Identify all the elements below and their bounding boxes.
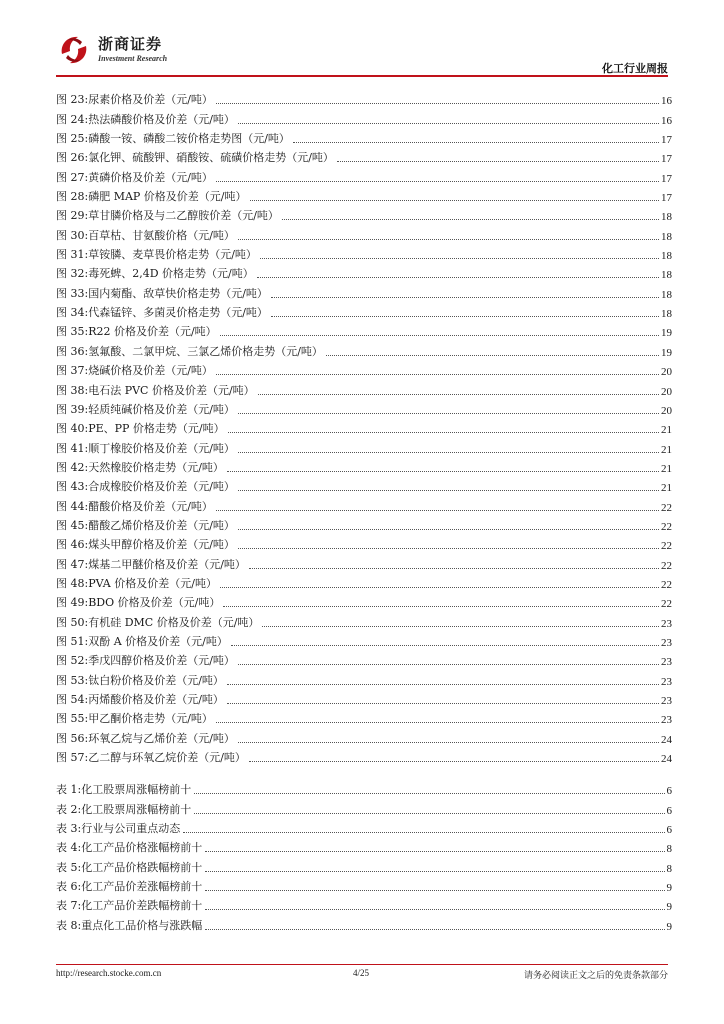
toc-entry-page: 20 (661, 385, 672, 398)
toc-entry-label: 图 33: (56, 286, 89, 300)
dot-leader (238, 528, 659, 530)
toc-entry-title: 化工股票周涨幅榜前十 (81, 802, 192, 816)
toc-entry-page: 16 (661, 114, 672, 127)
toc-entry-label: 表 7: (56, 899, 82, 913)
toc-entry-page: 18 (661, 288, 672, 301)
toc-entry-label: 图 24: (56, 112, 89, 126)
toc-entry-title: PVA 价格及价差（元/吨） (88, 576, 217, 590)
dot-leader (205, 870, 664, 872)
dot-leader (238, 122, 659, 124)
toc-figure-entry[interactable] (56, 610, 672, 629)
toc-entry-label: 图 55: (56, 712, 89, 726)
toc-figure-entry[interactable] (56, 127, 672, 146)
toc-figure-entry[interactable] (56, 165, 672, 184)
toc-entry-label: 图 54: (56, 693, 89, 706)
toc-entry-label: 图 50: (56, 615, 89, 629)
toc-entry-title: PE、PP 价格走势（元/吨） (88, 422, 225, 436)
dot-leader (227, 683, 659, 685)
toc-entry-title: 氢氟酸、二氯甲烷、三氯乙烯价格走势（元/吨） (88, 344, 323, 358)
toc-entry-page: 22 (661, 540, 672, 553)
toc-entry-title: 行业与公司重点动态 (81, 822, 181, 836)
toc-figure-entry[interactable] (56, 591, 672, 610)
dot-leader (238, 412, 659, 414)
toc-entry-label: 图 44: (56, 499, 89, 513)
dot-leader (216, 509, 659, 511)
toc-entry-title: 轻质纯碱价格及价差（元/吨） (88, 402, 235, 416)
toc-figure-entry[interactable] (56, 514, 672, 533)
toc-entry-label: 图 56: (56, 731, 89, 745)
toc-entry-page: 18 (661, 230, 672, 243)
toc-entry-title: 重点化工品价格与涨跌幅 (81, 918, 203, 932)
toc-entry-label: 图 49: (56, 596, 89, 610)
toc-entry-title: BDO 价格及价差（元/吨） (88, 596, 221, 610)
toc-entry-label: 图 40: (56, 422, 89, 436)
dot-leader (227, 470, 659, 472)
toc-figure-entry[interactable] (56, 204, 672, 223)
dot-leader (238, 663, 659, 665)
toc-entry-page: 17 (661, 172, 672, 185)
toc-figure-entry[interactable] (56, 572, 672, 591)
toc-entry-title: 钛白粉价格及价差（元/吨） (88, 673, 224, 687)
toc-entry-label: 图 36: (56, 344, 89, 358)
dot-leader (216, 373, 659, 375)
dot-leader (205, 928, 664, 930)
toc-entry-page: 17 (661, 134, 672, 147)
toc-entry-page: 22 (661, 559, 672, 572)
dot-leader (238, 238, 659, 240)
toc-figure-entry[interactable] (56, 398, 672, 417)
dot-leader (260, 257, 659, 259)
toc-entry-title: 煤基二甲醚价格及价差（元/吨） (88, 557, 246, 571)
toc-entry-page: 20 (661, 404, 672, 417)
footer-url-link[interactable]: http://research.stocke.com.cn (56, 968, 162, 978)
page-number: 4/25 (353, 968, 370, 978)
toc-entry-page: 6 (666, 824, 672, 837)
toc-entry-label: 图 32: (56, 267, 89, 281)
footer-disclaimer: 请务必阅读正文之后的免责条款部分 (523, 971, 668, 981)
toc-figure-entry[interactable] (56, 146, 672, 165)
toc-entry-page: 22 (661, 520, 672, 533)
toc-entry-title: 甲乙酮价格走势（元/吨） (88, 712, 213, 726)
toc-entry-label: 表 1: (56, 783, 82, 797)
toc-entry-title: 百草枯、甘氨酸价格（元/吨） (88, 228, 235, 242)
toc-entry-label: 图 48: (56, 576, 89, 590)
toc-entry-page: 22 (661, 578, 672, 591)
toc-entry-title: 季戊四醇价格及价差（元/吨） (88, 654, 235, 668)
dot-leader (220, 586, 659, 588)
toc-entry-page: 24 (661, 733, 672, 746)
toc-entry-label: 图 45: (56, 518, 89, 532)
toc-entry-page: 17 (661, 192, 672, 205)
toc-entry-page: 22 (661, 501, 672, 514)
toc-entry-page: 23 (661, 636, 672, 649)
section-gap (56, 765, 672, 778)
toc-entry-label: 图 41: (56, 441, 89, 455)
dot-leader (227, 702, 659, 704)
dot-leader (326, 354, 659, 356)
report-type-title: 化工行业周报 (602, 62, 668, 75)
toc-entry-label: 图 51: (56, 634, 89, 648)
toc-entry-label: 表 4: (56, 841, 82, 855)
toc-figure-entry[interactable] (56, 223, 672, 242)
dot-leader (282, 218, 659, 220)
toc-entry-label: 图 28: (56, 190, 89, 204)
toc-entry-title: 合成橡胶价格及价差（元/吨） (88, 480, 235, 494)
toc-entry-title: 国内菊酯、敌草快价格走势（元/吨） (88, 286, 268, 300)
toc-entry-label: 表 2: (56, 802, 82, 816)
toc-entry-title: 天然橡胶价格走势（元/吨） (88, 460, 224, 474)
toc-entry-title: 有机硅 DMC 价格及价差（元/吨） (88, 615, 260, 629)
toc-entry-title: 丙烯酸价格及价差（元/吨） (88, 693, 224, 706)
dot-leader (271, 296, 659, 298)
toc-figure-entry[interactable] (56, 533, 672, 552)
toc-table-entry[interactable] (56, 855, 672, 874)
toc-entry-label: 图 27: (56, 170, 89, 184)
dot-leader (216, 180, 659, 182)
toc-entry-page: 19 (661, 346, 672, 359)
toc-entry-page: 9 (666, 882, 672, 895)
toc-entry-title: 烧碱价格及价差（元/吨） (88, 364, 213, 378)
toc-entry-page: 20 (661, 366, 672, 379)
toc-entry-page: 18 (661, 308, 672, 321)
toc-figure-entry[interactable] (56, 707, 672, 726)
dot-leader (238, 547, 659, 549)
toc-entry-label: 图 38: (56, 383, 89, 397)
dot-leader (223, 605, 659, 607)
toc-entry-label: 图 43: (56, 480, 89, 494)
dot-leader (249, 760, 659, 762)
toc-table-entry[interactable] (56, 894, 672, 913)
dot-leader (258, 393, 659, 395)
toc-entry-label: 表 3: (56, 822, 82, 836)
dot-leader (228, 431, 659, 433)
toc-entry-page: 22 (661, 598, 672, 611)
toc-entry-page: 19 (661, 327, 672, 340)
toc-figure-entry[interactable] (56, 281, 672, 300)
toc-table-entry[interactable] (56, 836, 672, 855)
toc-entry-page: 9 (666, 920, 672, 933)
toc-entry-label: 图 57: (56, 751, 89, 765)
toc-table-entry[interactable] (56, 797, 672, 816)
toc-entry-label: 图 34: (56, 306, 89, 320)
toc-entry-title: 顺丁橡胶价格及价差（元/吨） (88, 441, 235, 455)
dot-leader (250, 199, 659, 201)
toc-figure-entry[interactable] (56, 107, 672, 126)
toc-figure-entry[interactable] (56, 436, 672, 455)
toc-entry-title: 化工产品价格跌幅榜前十 (81, 860, 203, 874)
toc-entry-label: 图 29: (56, 209, 89, 223)
toc-entry-label: 图 23: (56, 93, 89, 107)
toc-entry-title: 尿素价格及价差（元/吨） (88, 93, 213, 107)
toc-entry-label: 图 47: (56, 557, 89, 571)
figure-list (56, 88, 672, 765)
toc-entry-page: 23 (661, 695, 672, 707)
toc-entry-label: 表 5: (56, 860, 82, 874)
toc-entry-label: 图 30: (56, 228, 89, 242)
dot-leader (205, 889, 664, 891)
brand-name-en: Investment Research (98, 54, 168, 63)
dot-leader (220, 334, 659, 336)
dot-leader (194, 792, 664, 794)
dot-leader (257, 276, 659, 278)
toc-entry-title: 毒死蜱、2,4D 价格走势（元/吨） (88, 267, 254, 281)
toc-entry-title: 氯化钾、硫酸钾、硝酸铵、硫磺价格走势（元/吨） (88, 151, 334, 165)
toc-entry-page: 8 (666, 843, 672, 856)
toc-table-entry[interactable] (56, 817, 672, 836)
toc-entry-label: 图 25: (56, 132, 89, 146)
toc-entry-title: R22 价格及价差（元/吨） (88, 325, 217, 339)
dot-leader (293, 141, 659, 143)
toc-figure-entry[interactable] (56, 378, 672, 397)
toc-entry-label: 图 52: (56, 654, 89, 668)
toc-figure-entry[interactable] (56, 456, 672, 475)
toc-entry-label: 表 8: (56, 918, 82, 932)
footer-divider (56, 964, 668, 965)
toc-entry-page: 9 (666, 901, 672, 914)
toc-entry-page: 6 (666, 785, 672, 798)
toc-entry-title: 草铵膦、麦草畏价格走势（元/吨） (88, 248, 257, 262)
toc-table-entry[interactable] (56, 913, 672, 932)
toc-entry-title: 醋酸乙烯价格及价差（元/吨） (88, 518, 235, 532)
toc-figure-entry[interactable] (56, 88, 672, 107)
toc-entry-page: 18 (661, 250, 672, 263)
toc-entry-label: 图 37: (56, 364, 89, 378)
toc-entry-label: 图 42: (56, 460, 89, 474)
toc-figure-entry[interactable] (56, 243, 672, 262)
toc-entry-label: 图 26: (56, 151, 89, 165)
dot-leader (216, 721, 659, 723)
toc-entry-label: 图 35: (56, 325, 89, 339)
toc-entry-label: 图 53: (56, 673, 89, 687)
toc-figure-entry[interactable] (56, 552, 672, 571)
toc-figure-entry[interactable] (56, 417, 672, 436)
dot-leader (205, 908, 664, 910)
toc-entry-page: 8 (666, 862, 672, 875)
toc-figure-entry[interactable] (56, 475, 672, 494)
toc-table-entry[interactable] (56, 778, 672, 797)
toc-entry-title: 磷肥 MAP 价格及价差（元/吨） (88, 190, 247, 204)
dot-leader (337, 160, 659, 162)
toc-figure-entry[interactable] (56, 668, 672, 687)
toc-entry-page: 23 (661, 617, 672, 630)
dot-leader (231, 644, 659, 646)
toc-entry-page: 16 (661, 95, 672, 108)
toc-figure-entry[interactable] (56, 359, 672, 378)
toc-entry-title: 草甘膦价格及与二乙醇胺价差（元/吨） (88, 209, 279, 223)
toc-figure-entry[interactable] (56, 726, 672, 745)
dot-leader (183, 831, 664, 833)
toc-figure-entry[interactable] (56, 339, 672, 358)
toc-entry-page: 24 (661, 753, 672, 766)
toc-entry-title: 化工产品价格涨幅榜前十 (81, 841, 203, 855)
brand-logo (56, 32, 167, 68)
toc-entry-page: 21 (661, 443, 672, 456)
toc-entry-title: 环氧乙烷与乙烯价差（元/吨） (88, 731, 235, 745)
toc-entry-page: 23 (661, 714, 672, 727)
toc-entry-page: 21 (661, 424, 672, 437)
toc-entry-title: 乙二醇与环氧乙烷价差（元/吨） (88, 751, 246, 765)
dot-leader (249, 567, 659, 569)
toc-entry-title: 双酚 A 价格及价差（元/吨） (88, 634, 228, 648)
toc-entry-title: 化工产品价差跌幅榜前十 (81, 899, 203, 913)
dot-leader (205, 850, 664, 852)
toc-entry-title: 热法磷酸价格及价差（元/吨） (88, 112, 235, 126)
toc-entry-label: 图 39: (56, 402, 89, 416)
toc-entry-title: 煤头甲醇价格及价差（元/吨） (88, 538, 235, 552)
toc-entry-page: 21 (661, 482, 672, 495)
toc-entry-label: 图 31: (56, 248, 89, 262)
toc-entry-title: 化工产品价差涨幅榜前十 (81, 880, 203, 894)
page-header (0, 0, 724, 80)
toc-entry-page: 17 (661, 153, 672, 166)
toc-entry-page: 18 (661, 211, 672, 224)
dot-leader (238, 489, 659, 491)
toc-entry-title: 磷酸一铵、磷酸二铵价格走势图（元/吨） (88, 132, 290, 146)
toc-figure-entry[interactable] (56, 301, 672, 320)
toc-entry-title: 醋酸价格及价差（元/吨） (88, 499, 213, 513)
dot-leader (271, 315, 659, 317)
brand-name-cn: 浙商证券 (98, 35, 163, 53)
table-list (56, 778, 672, 933)
toc-entry-title: 黄磷价格及价差（元/吨） (88, 170, 213, 184)
toc-entry-page: 23 (661, 656, 672, 669)
header-divider (56, 75, 668, 77)
toc-entry-page: 18 (661, 269, 672, 282)
toc-figure-entry[interactable] (56, 262, 672, 281)
toc-figure-entry[interactable] (56, 185, 672, 204)
toc-figure-entry[interactable] (56, 630, 672, 649)
toc-entry-label: 图 46: (56, 538, 89, 552)
dot-leader (194, 812, 664, 814)
dot-leader (262, 625, 659, 627)
toc-entry-page: 21 (661, 462, 672, 475)
toc-entry-page: 6 (666, 804, 672, 817)
toc-entry-title: 代森锰锌、多菌灵价格走势（元/吨） (88, 306, 268, 320)
dot-leader (238, 451, 659, 453)
toc-entry-label: 表 6: (56, 880, 82, 894)
table-of-contents (56, 88, 672, 933)
toc-entry-title: 电石法 PVC 价格及价差（元/吨） (88, 383, 255, 397)
brand-logo-icon (56, 32, 92, 68)
toc-figure-entry[interactable] (56, 320, 672, 339)
toc-entry-page: 23 (661, 675, 672, 688)
toc-figure-entry[interactable] (56, 494, 672, 513)
toc-table-entry[interactable] (56, 875, 672, 894)
toc-entry-title: 化工股票周涨幅榜前十 (81, 783, 192, 797)
toc-figure-entry[interactable] (56, 746, 672, 765)
toc-figure-entry[interactable] (56, 649, 672, 668)
dot-leader (216, 102, 659, 104)
dot-leader (238, 741, 659, 743)
toc-figure-entry[interactable] (56, 688, 672, 707)
